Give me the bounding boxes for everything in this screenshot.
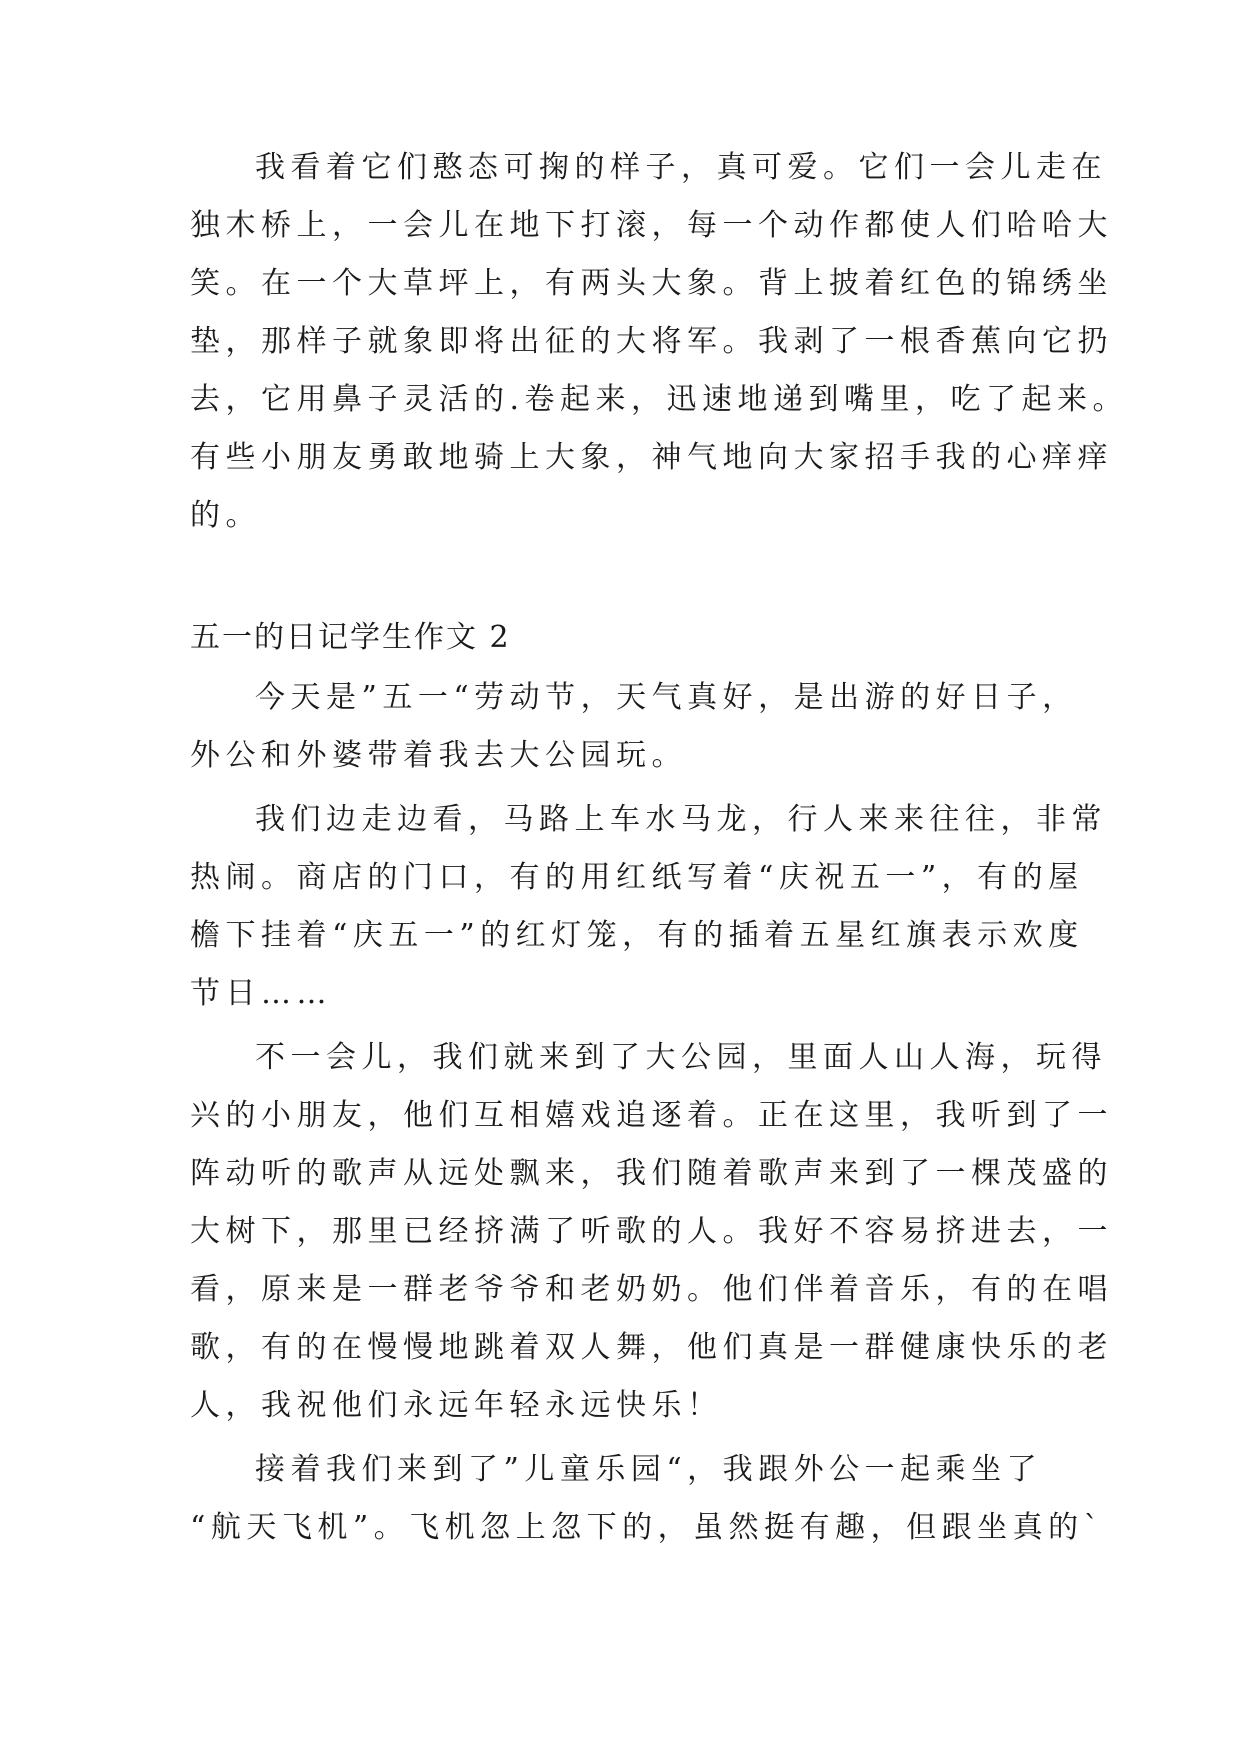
- paragraph-line: 阵动听的歌声从远处飘来，我们随着歌声来到了一棵茂盛的: [190, 1156, 1113, 1191]
- paragraph-line: 我们边走边看，马路上车水马龙，行人来来往往，非常: [255, 802, 1107, 837]
- paragraph-line: 的。: [190, 498, 261, 533]
- paragraph-line: 节日……: [190, 976, 332, 1011]
- paragraph-line: 今天是”五一“劳动节，天气真好，是出游的好日子，: [255, 680, 1078, 715]
- paragraph-line: 外公和外婆带着我去大公园玩。: [190, 738, 687, 773]
- paragraph-line: 大树下，那里已经挤满了听歌的人。我好不容易挤进去，一: [190, 1214, 1113, 1249]
- paragraph-line: 兴的小朋友，他们互相嬉戏追逐着。正在这里，我听到了一: [190, 1098, 1113, 1133]
- paragraph-line: 看，原来是一群老爷爷和老奶奶。他们伴着音乐，有的在唱: [190, 1272, 1113, 1307]
- paragraph-line: 去，它用鼻子灵活的.卷起来，迅速地递到嘴里，吃了起来。: [190, 382, 1129, 417]
- paragraph-line: 有些小朋友勇敢地骑上大象，神气地向大家招手我的心痒痒: [190, 440, 1113, 475]
- paragraph-line: 独木桥上，一会儿在地下打滚，每一个动作都使人们哈哈大: [190, 208, 1113, 243]
- paragraph-line: 歌，有的在慢慢地跳着双人舞，他们真是一群健康快乐的老: [190, 1330, 1113, 1365]
- paragraph-line: “航天飞机”。飞机忽上忽下的，虽然挺有趣，但跟坐真的`: [190, 1510, 1105, 1545]
- paragraph-line: 人，我祝他们永远年轻永远快乐！: [190, 1388, 723, 1423]
- section-heading: 五一的日记学生作文 2: [190, 620, 511, 655]
- paragraph-line: 热闹。商店的门口，有的用红纸写着“庆祝五一”，有的屋: [190, 860, 1084, 895]
- paragraph-line: 垫，那样子就象即将出征的大将军。我剥了一根香蕉向它扔: [190, 324, 1113, 359]
- paragraph-line: 檐下挂着“庆五一”的红灯笼，有的插着五星红旗表示欢度: [190, 918, 1084, 953]
- paragraph-line: 不一会儿，我们就来到了大公园，里面人山人海，玩得: [255, 1040, 1107, 1075]
- paragraph-line: 接着我们来到了”儿童乐园“，我跟外公一起乘坐了: [255, 1452, 1043, 1487]
- paragraph-line: 我看着它们憨态可掬的样子，真可爱。它们一会儿走在: [255, 150, 1107, 185]
- paragraph-line: 笑。在一个大草坪上，有两头大象。背上披着红色的锦绣坐: [190, 266, 1113, 301]
